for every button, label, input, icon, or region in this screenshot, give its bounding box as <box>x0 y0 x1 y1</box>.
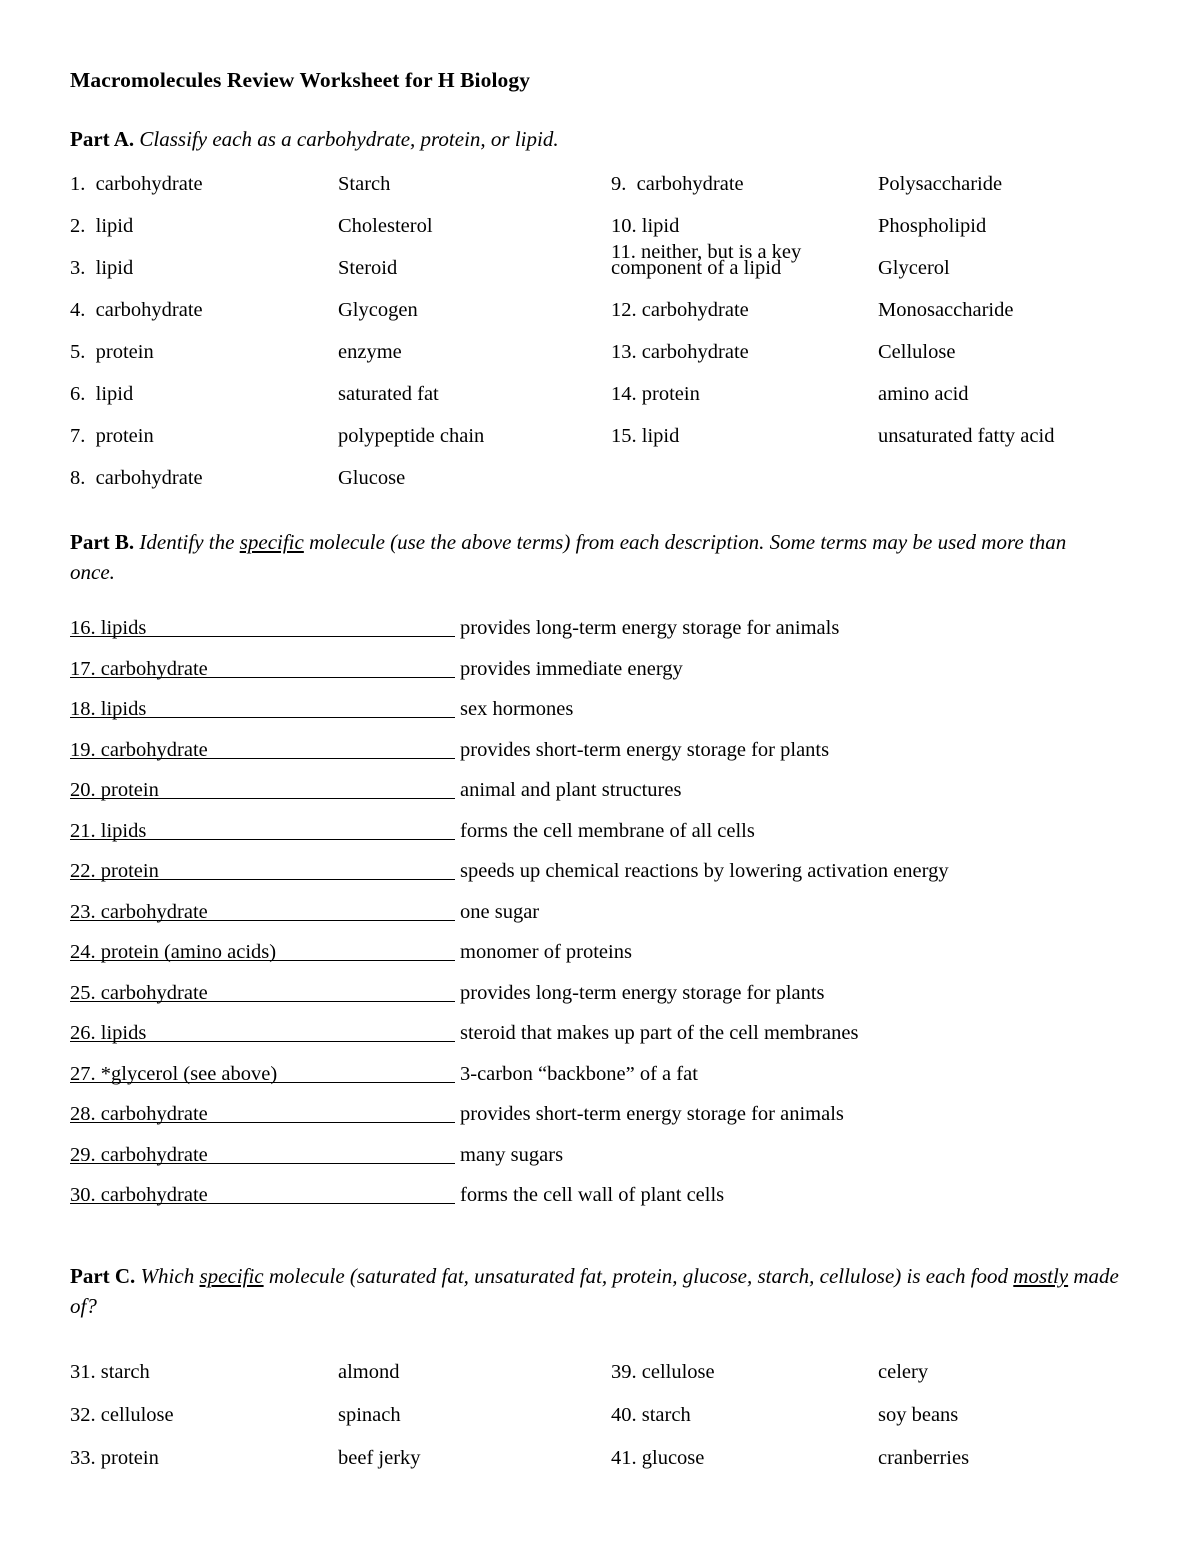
list-item <box>70 614 1160 642</box>
answer-text: 30. carbohydrate <box>70 1184 208 1206</box>
description-text: forms the cell wall of plant cells <box>460 1184 725 1206</box>
description-text: steroid that makes up part of the cell membranes <box>460 1022 859 1044</box>
answer-text: 27. *glycerol (see above) <box>70 1062 278 1085</box>
table-row <box>70 339 1160 365</box>
answer-text: 17. carbohydrate <box>70 657 208 680</box>
table-row <box>70 381 1160 407</box>
part-a-answer: 3. lipid <box>70 257 134 279</box>
part-a-term: Polysaccharide <box>878 173 1003 195</box>
description-text: provides short-term energy storage for animals <box>460 1103 844 1125</box>
description-text: many sugars <box>460 1143 564 1166</box>
part-a-term: amino acid <box>878 383 969 405</box>
part-c-answer: 39. cellulose <box>611 1361 715 1383</box>
description-text: forms the cell membrane of all cells <box>460 819 755 842</box>
table-row <box>70 297 1160 323</box>
description-text: monomer of proteins <box>460 941 632 963</box>
part-a-answer: 6. lipid <box>70 383 134 405</box>
description-text: provides long-term energy storage for animals <box>460 617 840 639</box>
part-b-instructions-1: Identify the <box>134 530 240 554</box>
list-item <box>70 776 1160 804</box>
part-a-instructions: Classify each as a carbohydrate, protein, or lipid. <box>134 127 559 151</box>
answer-text: 16. lipids <box>70 617 147 639</box>
list-item <box>70 857 1160 885</box>
part-a-answer: 8. carbohydrate <box>70 467 203 489</box>
list-item <box>70 1181 1160 1209</box>
part-a-answer: 5. protein <box>70 341 154 363</box>
table-row <box>70 213 1160 239</box>
part-c-food: soy beans <box>878 1404 959 1426</box>
part-b-instructions-2: molecule (use the above terms) from each description. Some terms may be used more than once. <box>70 530 1067 584</box>
part-a-term: Starch <box>338 173 391 195</box>
table-row <box>70 1359 1160 1385</box>
part-a-term: saturated fat <box>338 383 439 405</box>
part-c-emphasis-specific: specific <box>199 1264 264 1288</box>
description-text: provides long-term energy storage for plants <box>460 981 825 1004</box>
part-c-heading <box>70 1261 1140 1321</box>
part-a-answer: 4. carbohydrate <box>70 299 203 321</box>
part-a-term: Glucose <box>338 467 406 489</box>
table-row <box>70 171 1160 197</box>
part-c-answer: 31. starch <box>70 1361 150 1383</box>
part-a-term: polypeptide chain <box>338 425 485 447</box>
list-item <box>70 655 1160 683</box>
part-a-answer: 11. neither, but is a key <box>611 241 802 263</box>
part-a-heading <box>70 124 1130 154</box>
answer-text: 20. protein <box>70 779 159 801</box>
part-a-term: Cellulose <box>878 341 956 363</box>
description-text: one sugar <box>460 900 540 923</box>
part-c-food: almond <box>338 1361 400 1383</box>
part-a-term: unsaturated fatty acid <box>878 425 1055 447</box>
list-item <box>70 1100 1160 1128</box>
description-text: provides immediate energy <box>460 657 683 680</box>
table-row <box>70 1445 1160 1471</box>
answer-text: 22. protein <box>70 860 159 882</box>
part-a-label: Part A. <box>70 127 135 151</box>
description-text: sex hormones <box>460 698 574 720</box>
list-item <box>70 1060 1160 1088</box>
part-c-food: spinach <box>338 1404 401 1426</box>
part-c-food: celery <box>878 1361 929 1383</box>
part-c-food: cranberries <box>878 1447 970 1469</box>
answer-text: 29. carbohydrate <box>70 1143 208 1166</box>
list-item <box>70 695 1160 723</box>
answer-text: 19. carbohydrate <box>70 738 208 761</box>
part-a-answer: 2. lipid <box>70 215 134 237</box>
part-a-term: Cholesterol <box>338 215 433 237</box>
part-b-label: Part B. <box>70 530 135 554</box>
table-row <box>70 1402 1160 1428</box>
part-a-answer: 1. carbohydrate <box>70 173 203 195</box>
list-item <box>70 979 1160 1007</box>
part-b-heading <box>70 527 1110 587</box>
part-c-answer: 41. glucose <box>611 1447 705 1469</box>
part-c-instructions-3: made of? <box>70 1264 1119 1318</box>
part-a-answer: 9. carbohydrate <box>611 173 744 195</box>
description-text: 3-carbon “backbone” of a fat <box>460 1062 698 1085</box>
part-c-label: Part C. <box>70 1264 136 1288</box>
list-item <box>70 817 1160 845</box>
list-item <box>70 898 1160 926</box>
answer-text: 21. lipids <box>70 819 147 842</box>
description-text: provides short-term energy storage for plants <box>460 738 830 761</box>
part-c-answer: 33. protein <box>70 1447 159 1469</box>
list-item <box>70 1019 1160 1047</box>
answer-text: 25. carbohydrate <box>70 981 208 1004</box>
answer-text: 26. lipids <box>70 1022 147 1044</box>
part-a-answer: 14. protein <box>611 383 700 405</box>
part-a-answer: 12. carbohydrate <box>611 299 749 321</box>
part-a-term: Glycogen <box>338 299 418 321</box>
table-row <box>70 255 1160 281</box>
part-c-emphasis-mostly: mostly <box>1013 1264 1069 1288</box>
part-a-term: Phospholipid <box>878 215 987 237</box>
part-a-term: Steroid <box>338 257 398 279</box>
part-a-term: Monosaccharide <box>878 299 1014 321</box>
table-row <box>70 423 1160 449</box>
part-c-answer: 32. cellulose <box>70 1404 174 1426</box>
part-a-answer: 10. lipid <box>611 215 680 237</box>
part-a-term: Glycerol <box>878 257 950 279</box>
part-a-term: enzyme <box>338 341 402 363</box>
list-item <box>70 736 1160 764</box>
part-c-answer: 40. starch <box>611 1404 691 1426</box>
part-a-answer: 13. carbohydrate <box>611 341 749 363</box>
part-c-instructions-2: molecule (saturated fat, unsaturated fat, protein, glucose, starch, cellulose) is each food <box>263 1264 1014 1288</box>
list-item <box>70 1141 1160 1169</box>
part-c-instructions-1: Which <box>135 1264 200 1288</box>
answer-text: 23. carbohydrate <box>70 900 208 923</box>
description-text: animal and plant structures <box>460 779 682 801</box>
page-title: Macromolecules Review Worksheet for H Biology <box>70 68 531 92</box>
list-item <box>70 938 1160 966</box>
table-row <box>70 465 1160 491</box>
answer-text: 18. lipids <box>70 698 147 720</box>
part-a-answer: 15. lipid <box>611 425 680 447</box>
answer-text: 28. carbohydrate <box>70 1103 208 1125</box>
part-a-answer: 7. protein <box>70 425 154 447</box>
part-b-emphasis: specific <box>239 530 304 554</box>
description-text: speeds up chemical reactions by lowering activation energy <box>460 860 949 882</box>
part-c-food: beef jerky <box>338 1447 421 1469</box>
answer-text: 24. protein (amino acids) <box>70 941 277 963</box>
part-a-answer-continued: component of a lipid <box>611 257 782 279</box>
